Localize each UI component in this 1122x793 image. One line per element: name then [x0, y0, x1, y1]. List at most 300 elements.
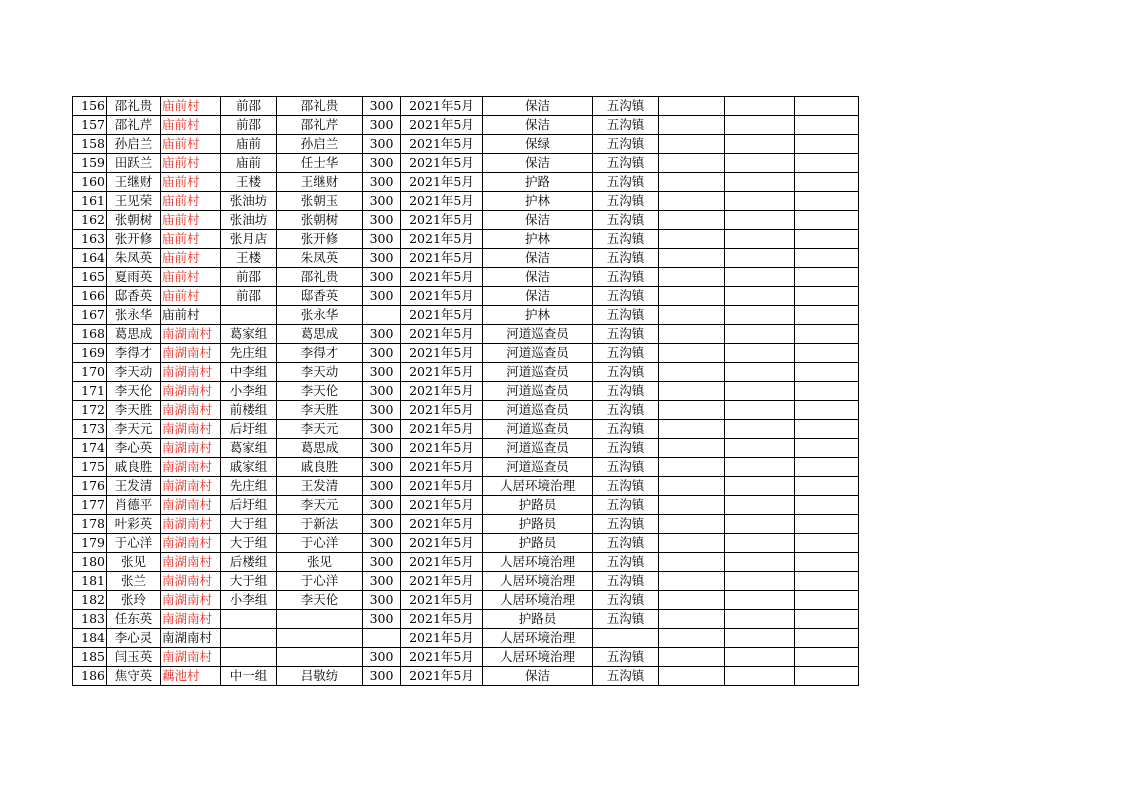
cell-number: 173 — [73, 420, 107, 439]
cell-job: 人居环境治理 — [483, 591, 593, 610]
cell-number: 175 — [73, 458, 107, 477]
table-row — [73, 629, 859, 648]
cell-town: 五沟镇 — [593, 154, 659, 173]
cell-empty — [795, 249, 859, 268]
cell-empty — [659, 420, 725, 439]
cell-name: 于心洋 — [107, 534, 161, 553]
cell-name: 张永华 — [107, 306, 161, 325]
cell-town: 五沟镇 — [593, 572, 659, 591]
cell-village: 庙前村 — [161, 249, 221, 268]
cell-job: 保洁 — [483, 97, 593, 116]
cell-name: 孙启兰 — [107, 135, 161, 154]
table-row — [73, 116, 859, 135]
cell-date: 2021年5月 — [401, 211, 483, 230]
cell-village: 庙前村 — [161, 173, 221, 192]
cell-village: 庙前村 — [161, 306, 221, 325]
cell-recipient: 李天元 — [277, 496, 363, 515]
cell-date: 2021年5月 — [401, 591, 483, 610]
cell-job: 护路员 — [483, 610, 593, 629]
cell-name: 邸香英 — [107, 287, 161, 306]
table-row — [73, 553, 859, 572]
cell-amount: 300 — [363, 363, 401, 382]
cell-recipient: 王发清 — [277, 477, 363, 496]
cell-name: 任东英 — [107, 610, 161, 629]
cell-number: 167 — [73, 306, 107, 325]
cell-empty — [795, 439, 859, 458]
cell-job: 护路 — [483, 173, 593, 192]
cell-recipient: 张朝玉 — [277, 192, 363, 211]
cell-name: 张朝树 — [107, 211, 161, 230]
cell-amount: 300 — [363, 116, 401, 135]
cell-date: 2021年5月 — [401, 648, 483, 667]
cell-empty — [725, 344, 795, 363]
cell-empty — [659, 116, 725, 135]
cell-town: 五沟镇 — [593, 192, 659, 211]
cell-group: 先庄组 — [221, 477, 277, 496]
cell-number: 180 — [73, 553, 107, 572]
cell-number: 156 — [73, 97, 107, 116]
cell-empty — [795, 116, 859, 135]
cell-town: 五沟镇 — [593, 667, 659, 686]
cell-village: 庙前村 — [161, 211, 221, 230]
cell-number: 183 — [73, 610, 107, 629]
cell-empty — [725, 439, 795, 458]
cell-town: 五沟镇 — [593, 325, 659, 344]
cell-date: 2021年5月 — [401, 667, 483, 686]
cell-name: 叶彩英 — [107, 515, 161, 534]
table-row — [73, 173, 859, 192]
cell-job: 保绿 — [483, 135, 593, 154]
cell-village: 庙前村 — [161, 97, 221, 116]
cell-recipient: 李天动 — [277, 363, 363, 382]
cell-recipient: 朱凤英 — [277, 249, 363, 268]
cell-job: 护路员 — [483, 515, 593, 534]
cell-town: 五沟镇 — [593, 287, 659, 306]
cell-town: 五沟镇 — [593, 439, 659, 458]
table-row — [73, 610, 859, 629]
cell-empty — [725, 534, 795, 553]
cell-amount — [363, 629, 401, 648]
cell-recipient — [277, 648, 363, 667]
cell-village: 庙前村 — [161, 287, 221, 306]
cell-empty — [659, 629, 725, 648]
cell-recipient: 任士华 — [277, 154, 363, 173]
cell-empty — [725, 458, 795, 477]
cell-job: 护林 — [483, 230, 593, 249]
cell-job: 保洁 — [483, 154, 593, 173]
cell-amount: 300 — [363, 344, 401, 363]
cell-recipient — [277, 610, 363, 629]
cell-name: 张见 — [107, 553, 161, 572]
cell-village: 南湖南村 — [161, 629, 221, 648]
cell-name: 李天动 — [107, 363, 161, 382]
cell-date: 2021年5月 — [401, 553, 483, 572]
cell-town: 五沟镇 — [593, 477, 659, 496]
cell-group: 中一组 — [221, 667, 277, 686]
cell-amount: 300 — [363, 135, 401, 154]
cell-town: 五沟镇 — [593, 268, 659, 287]
table-row — [73, 496, 859, 515]
table-row — [73, 591, 859, 610]
cell-village: 庙前村 — [161, 230, 221, 249]
cell-empty — [725, 249, 795, 268]
cell-recipient: 李天伦 — [277, 382, 363, 401]
cell-date: 2021年5月 — [401, 496, 483, 515]
table-row — [73, 230, 859, 249]
cell-empty — [659, 344, 725, 363]
cell-amount: 300 — [363, 401, 401, 420]
cell-name: 葛思成 — [107, 325, 161, 344]
table-row — [73, 249, 859, 268]
cell-empty — [795, 534, 859, 553]
cell-recipient: 张朝树 — [277, 211, 363, 230]
cell-empty — [725, 97, 795, 116]
cell-empty — [659, 211, 725, 230]
cell-date: 2021年5月 — [401, 344, 483, 363]
cell-empty — [725, 154, 795, 173]
table-row — [73, 135, 859, 154]
cell-group: 小李组 — [221, 382, 277, 401]
cell-village: 南湖南村 — [161, 515, 221, 534]
cell-job: 河道巡查员 — [483, 363, 593, 382]
cell-empty — [795, 192, 859, 211]
cell-group: 后楼组 — [221, 553, 277, 572]
cell-village: 庙前村 — [161, 268, 221, 287]
cell-name: 焦守英 — [107, 667, 161, 686]
cell-village: 南湖南村 — [161, 458, 221, 477]
cell-recipient: 李天元 — [277, 420, 363, 439]
cell-village: 南湖南村 — [161, 439, 221, 458]
cell-date: 2021年5月 — [401, 192, 483, 211]
cell-date: 2021年5月 — [401, 439, 483, 458]
cell-empty — [795, 667, 859, 686]
cell-number: 170 — [73, 363, 107, 382]
cell-number: 160 — [73, 173, 107, 192]
cell-group: 大于组 — [221, 515, 277, 534]
table-row — [73, 667, 859, 686]
cell-empty — [659, 249, 725, 268]
table-body — [73, 97, 859, 686]
table-row — [73, 211, 859, 230]
cell-group: 葛家组 — [221, 439, 277, 458]
cell-empty — [725, 515, 795, 534]
cell-empty — [659, 591, 725, 610]
cell-group: 后圩组 — [221, 496, 277, 515]
cell-amount — [363, 306, 401, 325]
cell-number: 166 — [73, 287, 107, 306]
cell-group — [221, 648, 277, 667]
cell-name: 邵礼贵 — [107, 97, 161, 116]
cell-empty — [725, 230, 795, 249]
cell-amount: 300 — [363, 211, 401, 230]
table-row — [73, 420, 859, 439]
cell-town: 五沟镇 — [593, 363, 659, 382]
cell-name: 肖德平 — [107, 496, 161, 515]
cell-number: 165 — [73, 268, 107, 287]
cell-group: 前邵 — [221, 116, 277, 135]
cell-town: 五沟镇 — [593, 116, 659, 135]
cell-recipient: 于新法 — [277, 515, 363, 534]
cell-empty — [659, 553, 725, 572]
cell-date: 2021年5月 — [401, 154, 483, 173]
cell-empty — [795, 306, 859, 325]
cell-empty — [725, 477, 795, 496]
cell-empty — [725, 268, 795, 287]
cell-empty — [659, 287, 725, 306]
cell-name: 王见荣 — [107, 192, 161, 211]
cell-date: 2021年5月 — [401, 287, 483, 306]
cell-date: 2021年5月 — [401, 515, 483, 534]
cell-group: 前楼组 — [221, 401, 277, 420]
cell-amount: 300 — [363, 192, 401, 211]
cell-job: 人居环境治理 — [483, 477, 593, 496]
cell-town: 五沟镇 — [593, 591, 659, 610]
cell-empty — [725, 401, 795, 420]
cell-group: 王楼 — [221, 173, 277, 192]
data-table — [72, 96, 859, 686]
cell-village: 藕池村 — [161, 667, 221, 686]
table-row — [73, 401, 859, 420]
cell-job: 保洁 — [483, 667, 593, 686]
cell-name: 李天元 — [107, 420, 161, 439]
cell-recipient: 张开修 — [277, 230, 363, 249]
cell-group: 庙前 — [221, 135, 277, 154]
cell-group: 后圩组 — [221, 420, 277, 439]
cell-empty — [659, 154, 725, 173]
cell-empty — [795, 610, 859, 629]
cell-recipient: 邵礼贵 — [277, 97, 363, 116]
cell-empty — [795, 629, 859, 648]
cell-number: 181 — [73, 572, 107, 591]
cell-date: 2021年5月 — [401, 572, 483, 591]
cell-number: 177 — [73, 496, 107, 515]
cell-town: 五沟镇 — [593, 534, 659, 553]
cell-empty — [659, 515, 725, 534]
cell-recipient: 李天胜 — [277, 401, 363, 420]
table-row — [73, 344, 859, 363]
cell-empty — [795, 572, 859, 591]
cell-empty — [725, 363, 795, 382]
cell-number: 164 — [73, 249, 107, 268]
table-row — [73, 534, 859, 553]
cell-empty — [795, 287, 859, 306]
cell-group: 葛家组 — [221, 325, 277, 344]
table-row — [73, 325, 859, 344]
cell-date: 2021年5月 — [401, 268, 483, 287]
cell-village: 南湖南村 — [161, 610, 221, 629]
cell-empty — [795, 154, 859, 173]
cell-town: 五沟镇 — [593, 306, 659, 325]
cell-empty — [725, 325, 795, 344]
cell-job: 护林 — [483, 192, 593, 211]
cell-empty — [725, 420, 795, 439]
table-row — [73, 439, 859, 458]
cell-village: 庙前村 — [161, 116, 221, 135]
cell-empty — [725, 135, 795, 154]
cell-job: 保洁 — [483, 268, 593, 287]
cell-group — [221, 306, 277, 325]
cell-job: 河道巡查员 — [483, 325, 593, 344]
cell-date: 2021年5月 — [401, 382, 483, 401]
cell-name: 朱凤英 — [107, 249, 161, 268]
cell-town: 五沟镇 — [593, 249, 659, 268]
cell-recipient: 孙启兰 — [277, 135, 363, 154]
cell-job: 河道巡查员 — [483, 344, 593, 363]
cell-empty — [795, 420, 859, 439]
cell-village: 南湖南村 — [161, 325, 221, 344]
cell-job: 河道巡查员 — [483, 439, 593, 458]
cell-date: 2021年5月 — [401, 420, 483, 439]
cell-recipient: 王继财 — [277, 173, 363, 192]
cell-recipient: 葛思成 — [277, 325, 363, 344]
cell-amount: 300 — [363, 648, 401, 667]
cell-village: 庙前村 — [161, 154, 221, 173]
cell-empty — [659, 648, 725, 667]
cell-amount: 300 — [363, 97, 401, 116]
cell-recipient: 李天伦 — [277, 591, 363, 610]
cell-empty — [659, 477, 725, 496]
cell-recipient: 邵礼贵 — [277, 268, 363, 287]
cell-number: 158 — [73, 135, 107, 154]
cell-recipient: 李得才 — [277, 344, 363, 363]
cell-empty — [659, 572, 725, 591]
cell-job: 人居环境治理 — [483, 553, 593, 572]
cell-village: 南湖南村 — [161, 477, 221, 496]
cell-job: 保洁 — [483, 287, 593, 306]
table-row — [73, 572, 859, 591]
cell-village: 南湖南村 — [161, 344, 221, 363]
cell-town: 五沟镇 — [593, 230, 659, 249]
table-row — [73, 648, 859, 667]
cell-group: 张油坊 — [221, 192, 277, 211]
cell-town: 五沟镇 — [593, 648, 659, 667]
cell-empty — [795, 211, 859, 230]
cell-name: 王发清 — [107, 477, 161, 496]
cell-village: 南湖南村 — [161, 363, 221, 382]
cell-amount: 300 — [363, 591, 401, 610]
cell-recipient — [277, 629, 363, 648]
cell-number: 185 — [73, 648, 107, 667]
table-row — [73, 477, 859, 496]
cell-date: 2021年5月 — [401, 173, 483, 192]
cell-empty — [795, 268, 859, 287]
cell-village: 南湖南村 — [161, 401, 221, 420]
cell-village: 南湖南村 — [161, 534, 221, 553]
cell-town — [593, 629, 659, 648]
cell-town: 五沟镇 — [593, 401, 659, 420]
cell-group: 戚家组 — [221, 458, 277, 477]
cell-empty — [795, 173, 859, 192]
cell-town: 五沟镇 — [593, 344, 659, 363]
cell-group — [221, 610, 277, 629]
cell-job: 人居环境治理 — [483, 629, 593, 648]
cell-date: 2021年5月 — [401, 610, 483, 629]
cell-empty — [795, 97, 859, 116]
cell-empty — [659, 458, 725, 477]
cell-village: 南湖南村 — [161, 591, 221, 610]
cell-empty — [659, 135, 725, 154]
cell-empty — [795, 230, 859, 249]
cell-empty — [659, 496, 725, 515]
cell-name: 田跃兰 — [107, 154, 161, 173]
cell-number: 162 — [73, 211, 107, 230]
table-row — [73, 515, 859, 534]
cell-group: 张月店 — [221, 230, 277, 249]
cell-village: 南湖南村 — [161, 382, 221, 401]
cell-empty — [659, 97, 725, 116]
cell-amount: 300 — [363, 515, 401, 534]
cell-name: 李心英 — [107, 439, 161, 458]
cell-name: 闫玉英 — [107, 648, 161, 667]
cell-date: 2021年5月 — [401, 97, 483, 116]
cell-empty — [795, 135, 859, 154]
cell-amount: 300 — [363, 268, 401, 287]
cell-number: 178 — [73, 515, 107, 534]
cell-empty — [659, 667, 725, 686]
table-row — [73, 306, 859, 325]
cell-job: 护林 — [483, 306, 593, 325]
cell-village: 庙前村 — [161, 192, 221, 211]
cell-group: 大于组 — [221, 534, 277, 553]
cell-amount: 300 — [363, 458, 401, 477]
cell-empty — [659, 192, 725, 211]
cell-empty — [659, 439, 725, 458]
cell-empty — [795, 325, 859, 344]
cell-village: 南湖南村 — [161, 553, 221, 572]
cell-town: 五沟镇 — [593, 553, 659, 572]
cell-amount: 300 — [363, 249, 401, 268]
cell-empty — [725, 211, 795, 230]
cell-amount: 300 — [363, 230, 401, 249]
cell-recipient: 张永华 — [277, 306, 363, 325]
cell-empty — [725, 116, 795, 135]
cell-date: 2021年5月 — [401, 629, 483, 648]
cell-empty — [795, 363, 859, 382]
cell-group: 先庄组 — [221, 344, 277, 363]
cell-empty — [795, 648, 859, 667]
cell-recipient: 邵礼芹 — [277, 116, 363, 135]
cell-amount: 300 — [363, 420, 401, 439]
cell-empty — [795, 496, 859, 515]
cell-empty — [725, 306, 795, 325]
cell-town: 五沟镇 — [593, 515, 659, 534]
cell-date: 2021年5月 — [401, 249, 483, 268]
cell-empty — [659, 382, 725, 401]
cell-empty — [795, 344, 859, 363]
cell-amount: 300 — [363, 553, 401, 572]
cell-group — [221, 629, 277, 648]
cell-number: 168 — [73, 325, 107, 344]
cell-empty — [725, 287, 795, 306]
cell-group: 庙前 — [221, 154, 277, 173]
cell-job: 保洁 — [483, 211, 593, 230]
cell-recipient: 张见 — [277, 553, 363, 572]
cell-empty — [795, 553, 859, 572]
cell-amount: 300 — [363, 477, 401, 496]
cell-date: 2021年5月 — [401, 325, 483, 344]
cell-empty — [659, 173, 725, 192]
cell-name: 张开修 — [107, 230, 161, 249]
cell-date: 2021年5月 — [401, 534, 483, 553]
cell-village: 庙前村 — [161, 135, 221, 154]
cell-empty — [795, 401, 859, 420]
cell-empty — [795, 591, 859, 610]
cell-job: 保洁 — [483, 249, 593, 268]
cell-amount: 300 — [363, 572, 401, 591]
table-row — [73, 268, 859, 287]
cell-group: 前邵 — [221, 268, 277, 287]
cell-empty — [725, 648, 795, 667]
